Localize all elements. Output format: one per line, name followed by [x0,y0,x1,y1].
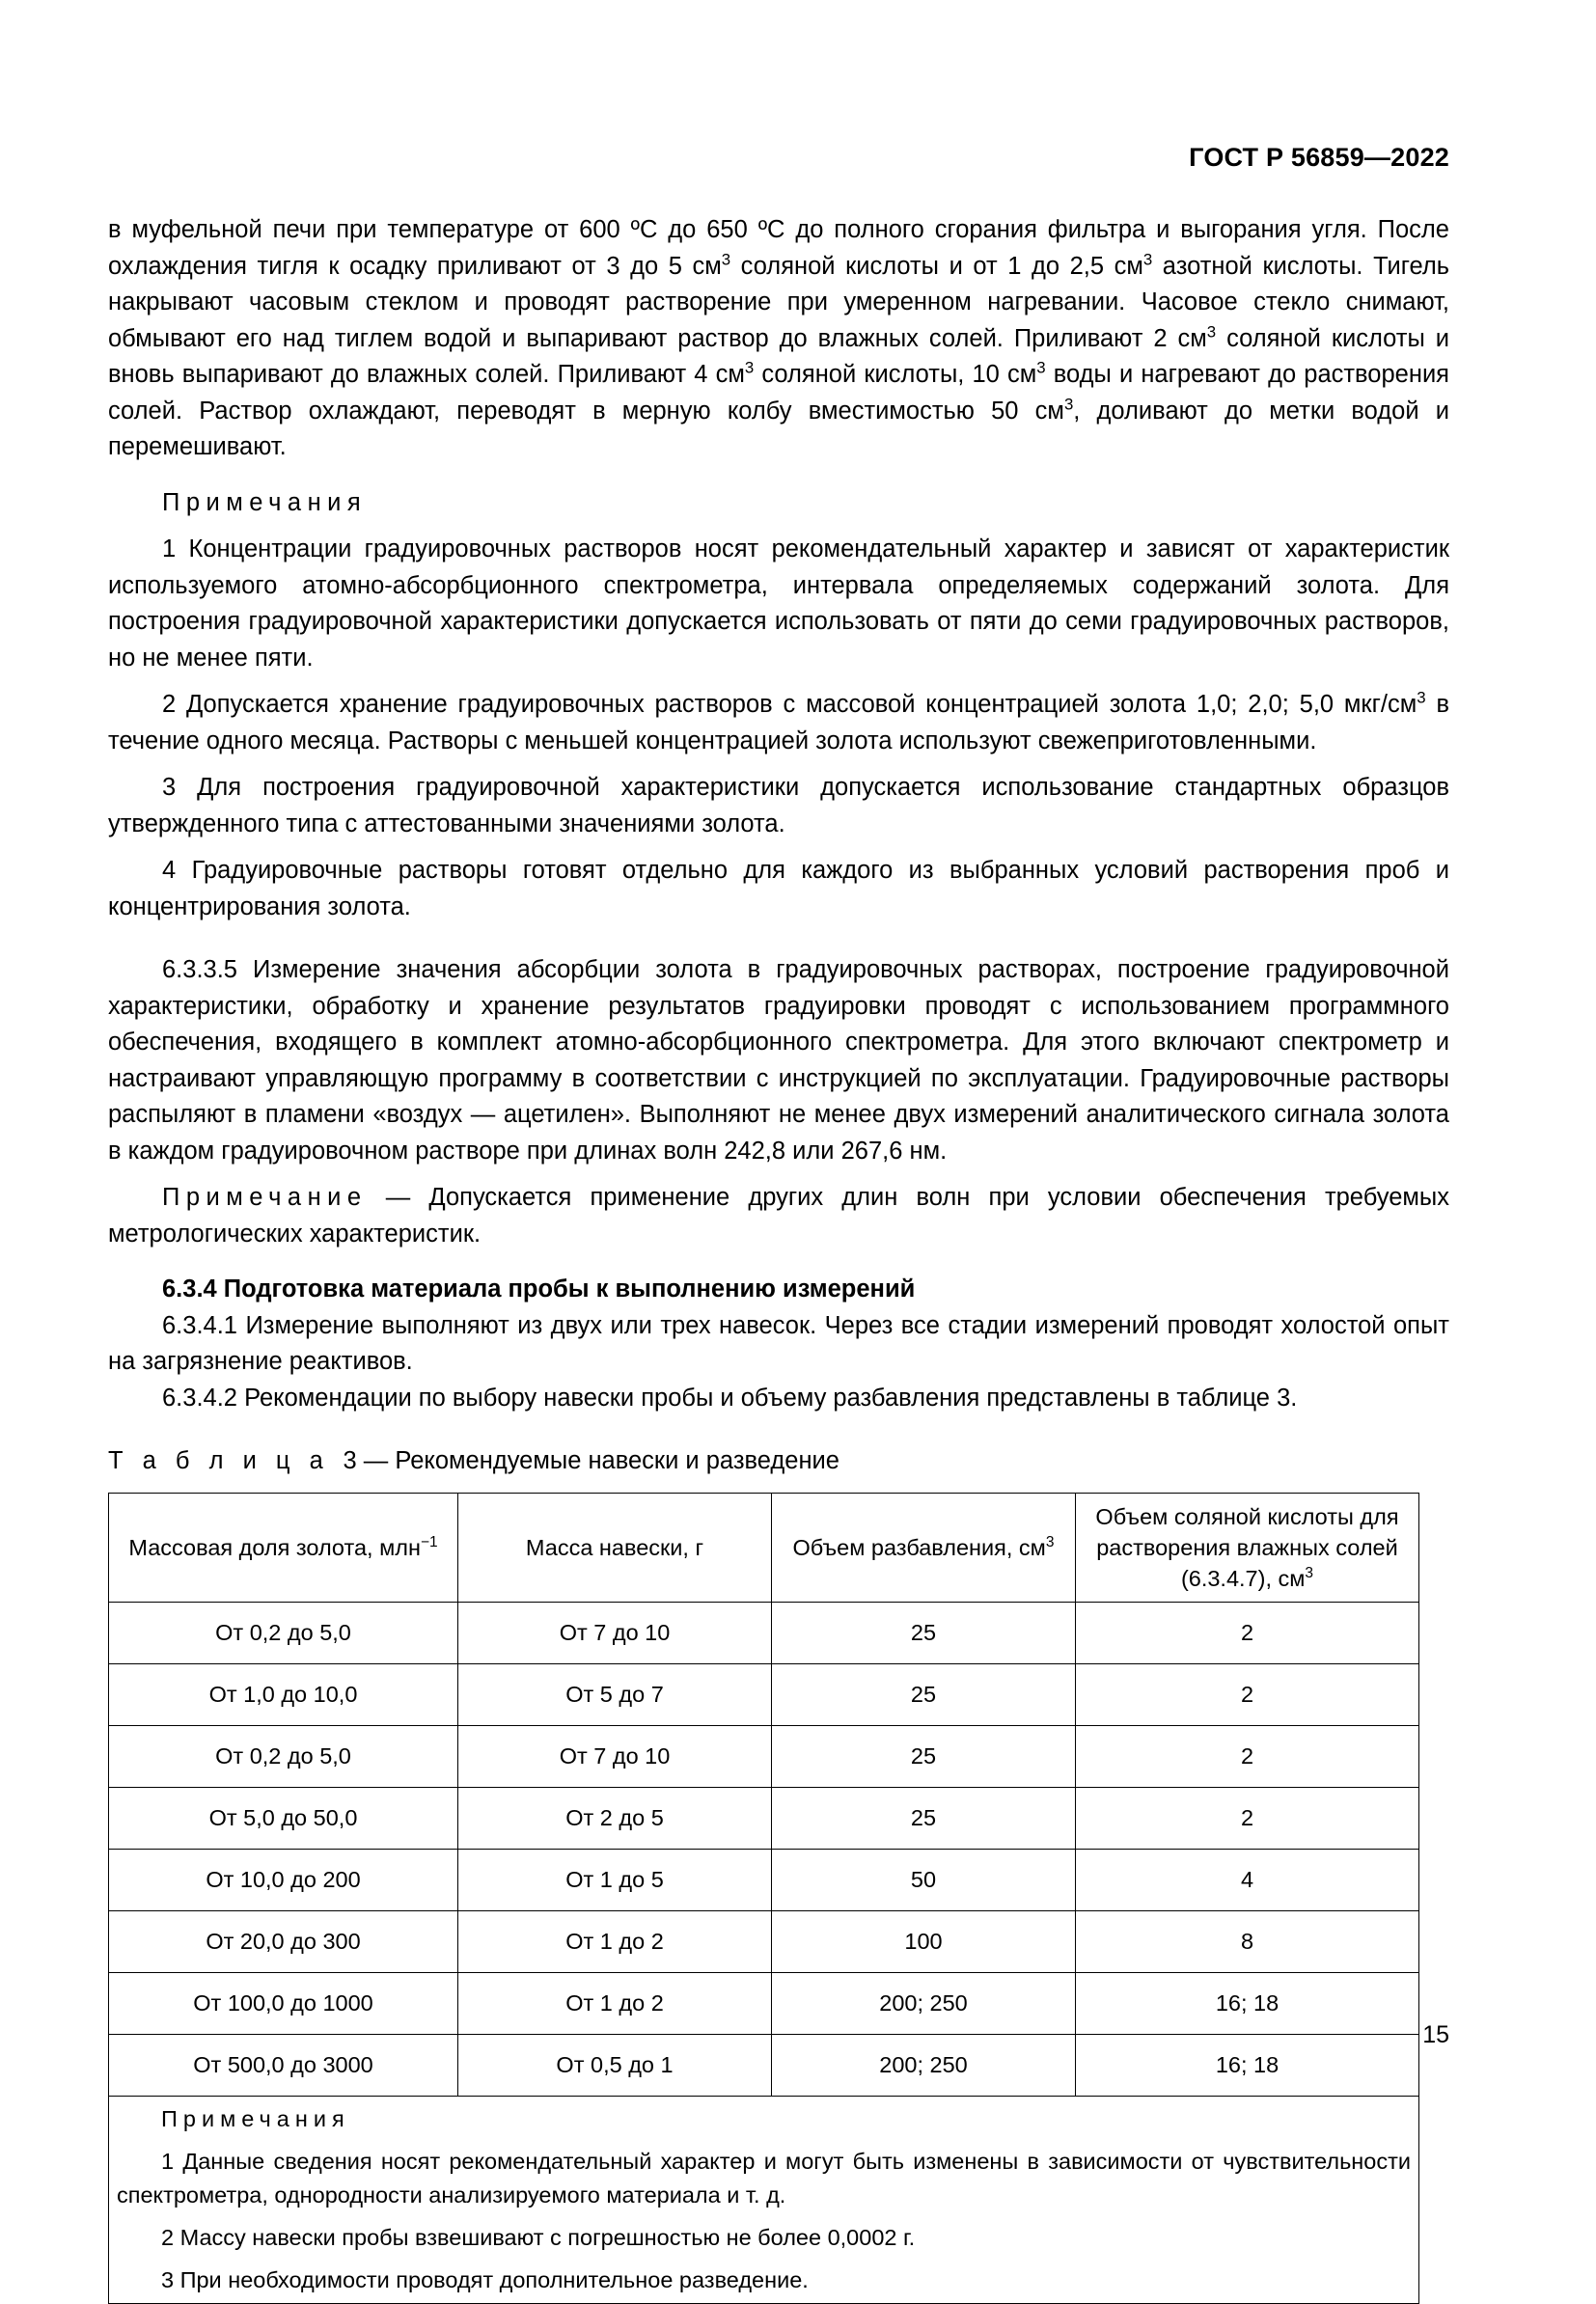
table-notes-heading: Примечания [161,2105,350,2131]
cell-mass-fraction: От 1,0 до 10,0 [109,1663,458,1725]
clause-6-3-3-5: 6.3.3.5 Измерение значения абсорбции золота в градуировочных растворах, построение градуировочной характеристики, обработку и хранение результатов градуировки проводят с использованием программного обеспечения, входящего в комплект атомно-абсорбционного спектрометра. Для этого включают спектрометр и настраивают управляющую программу в соответствии с инструкцией по эксплуатации. Градуировочные растворы распыляют в пламени «воздух — ацетилен». Выполняют не менее двух измерений аналитического сигнала золота в каждом градуировочном растворе при длинах волн 242,8 или 267,6 нм. [108,956,1449,1165]
superscript-cubic: 3 [744,358,755,377]
superscript-cubic: 3 [721,250,731,268]
cell-dilution-volume: 50 [772,1849,1076,1910]
page-number: 15 [1422,2021,1449,2048]
note2-seg1: 2 Допускается хранение градуировочных растворов с массовой концентрацией золота 1,0; 2,0; 5,0 мкг/см [162,691,1417,718]
cell-sample-mass: От 5 до 7 [458,1663,772,1725]
note-item-3: 3 Для построения градуировочной характеристики допускается использование стандартных образцов утвержденного типа с аттестованными значениями золота. [108,774,1449,837]
cell-hcl-volume: 2 [1076,1602,1419,1663]
table-note-2: 2 Массу навески пробы взвешивают с погрешностью не более 0,0002 г. [161,2224,916,2250]
cell-hcl-volume: 2 [1076,1725,1419,1787]
cell-sample-mass: От 1 до 5 [458,1849,772,1910]
clause-6-3-4-1: 6.3.4.1 Измерение выполняют из двух или трех навесок. Через все стадии измерений проводят холостой опыт на загрязнение реактивов. [108,1311,1449,1375]
notes-heading: Примечания [162,488,368,516]
para1-seg5: соляной кислоты, 10 см [754,361,1037,388]
cell-dilution-volume: 25 [772,1725,1076,1787]
note-item-4: 4 Градуировочные растворы готовят отдельно для каждого из выбранных условий растворения проб и концентрирования золота. [108,857,1449,920]
cell-hcl-volume: 16; 18 [1076,1972,1419,2034]
cell-hcl-volume: 4 [1076,1849,1419,1910]
table-row [109,2034,1419,2096]
table-row [109,1972,1419,2034]
superscript-cubic: 3 [1142,250,1153,268]
table-note-3: 3 При необходимости проводят дополнительное разведение. [161,2266,809,2292]
column-header-mass-fraction: Массовая доля золота, млн$^{-1}$ [109,1493,458,1602]
cell-dilution-volume: 200; 250 [772,1972,1076,2034]
cell-mass-fraction: От 0,2 до 5,0 [109,1725,458,1787]
cell-sample-mass: От 1 до 2 [458,1910,772,1972]
cell-hcl-volume: 2 [1076,1787,1419,1849]
table-caption-label: Т а б л и ц а [108,1447,330,1474]
cell-mass-fraction: От 500,0 до 3000 [109,2034,458,2096]
superscript-cubic: 3 [1063,395,1074,413]
note-single-text: — Допускается применение других длин волн при условии обеспечения требуемых метрологических характеристик. [108,1184,1449,1248]
cell-dilution-volume: 25 [772,1663,1076,1725]
table-row [109,1787,1419,1849]
cell-sample-mass: От 0,5 до 1 [458,2034,772,2096]
note-item-2 [108,687,1449,759]
table-header-row [109,1493,1419,1602]
para1-seg3: азотной кислоты. Тигель накрывают часовым стеклом и проводят растворение при умеренном нагревании. Часовое стекло снимают, обмывают его над тиглем водой и выпаривают раствор до влажных солей. Приливают 2 см [108,252,1450,352]
table-body [109,1602,1419,2303]
cell-dilution-volume: 25 [772,1602,1076,1663]
cell-dilution-volume: 100 [772,1910,1076,1972]
para1-seg1: в муфельной печи при температуре от 600 ºC до 650 ºC до полного сгорания фильтра и выгорания угля. После охлаждения тигля к осадку приливают от 3 до 5 см [108,216,1449,280]
superscript-cubic: 3 [1206,322,1217,341]
table-caption-number: 3 [343,1447,357,1474]
paragraph-continuation [108,212,1449,466]
table-row [109,1602,1419,1663]
cell-dilution-volume: 25 [772,1787,1076,1849]
page-header-standard-title: ГОСТ Р 56859—2022 [1189,143,1449,172]
cell-hcl-volume: 16; 18 [1076,2034,1419,2096]
para1-seg7: , доливают до метки водой и перемешивают. [108,397,1450,460]
cell-mass-fraction: От 0,2 до 5,0 [109,1602,458,1663]
table-footer-notes-row [109,2096,1419,2303]
table-row [109,1663,1419,1725]
superscript-exponent: −1 [420,1533,438,1550]
cell-dilution-volume: 200; 250 [772,2034,1076,2096]
table-caption-text: — Рекомендуемые навески и разведение [363,1447,839,1474]
cell-hcl-volume: 2 [1076,1663,1419,1725]
cell-sample-mass: От 7 до 10 [458,1725,772,1787]
cell-mass-fraction: От 5,0 до 50,0 [109,1787,458,1849]
cell-sample-mass: От 7 до 10 [458,1602,772,1663]
clause-6-3-4-2: 6.3.4.2 Рекомендации по выбору навески пробы и объему разбавления представлены в таблице 3. [162,1384,1298,1412]
cell-mass-fraction: От 100,0 до 1000 [109,1972,458,2034]
table-3-recommended-weights [108,1493,1419,2304]
superscript-cubic: 3 [1045,1533,1055,1550]
note2-seg2: в течение одного месяца. Растворы с меньшей концентрацией золота используют свежеприготовленными. [108,691,1449,754]
cell-hcl-volume: 8 [1076,1910,1419,1972]
table-caption [108,1443,1449,1480]
column-header-sample-mass: Масса навески, г [458,1493,772,1602]
para1-seg6: воды и нагревают до растворения солей. Раствор охлаждают, переводят в мерную колбу вместимостью 50 см [108,361,1449,425]
cell-mass-fraction: От 20,0 до 300 [109,1910,458,1972]
table-note-1: 1 Данные сведения носят рекомендательный характер и могут быть изменены в зависимости от чувствительности спектрометра, однородности анализируемого материала и т. д. [117,2148,1411,2208]
note-single-label: Примечание [162,1184,368,1211]
column-header-dilution-volume: Объем разбавления, $см^3$ [772,1493,1076,1602]
cell-mass-fraction: От 10,0 до 200 [109,1849,458,1910]
table-header-row-group [109,1493,1419,1602]
table-row [109,1725,1419,1787]
superscript-cubic: 3 [1305,1564,1314,1581]
note-single [108,1180,1449,1252]
table-row [109,1849,1419,1910]
para1-seg2: соляной кислоты и от 1 до 2,5 см [730,252,1143,280]
table-row [109,1910,1419,1972]
superscript-cubic: 3 [1036,358,1046,377]
cell-sample-mass: От 2 до 5 [458,1787,772,1849]
cell-sample-mass: От 1 до 2 [458,1972,772,2034]
heading-6-3-4: 6.3.4 Подготовка материала пробы к выполнению измерений [162,1275,916,1303]
para1-seg4: соляной кислоты и вновь выпаривают до влажных солей. Приливают 4 см [108,324,1449,388]
superscript-cubic: 3 [1417,688,1426,707]
note-item-1: 1 Концентрации градуировочных растворов носят рекомендательный характер и зависят от характеристик используемого атомно-абсорбционного спектрометра, интервала определяемых содержаний золота. Для построения градуировочной характеристики допускается использовать от пяти до семи градуировочных растворов, но не менее пяти. [108,535,1449,672]
table-footer-notes [109,2096,1419,2303]
column-header-hcl-volume: Объем соляной кислоты для растворения влажных солей (6.3.4.7), $см^3$ [1076,1493,1419,1602]
page-content [108,212,1449,2304]
